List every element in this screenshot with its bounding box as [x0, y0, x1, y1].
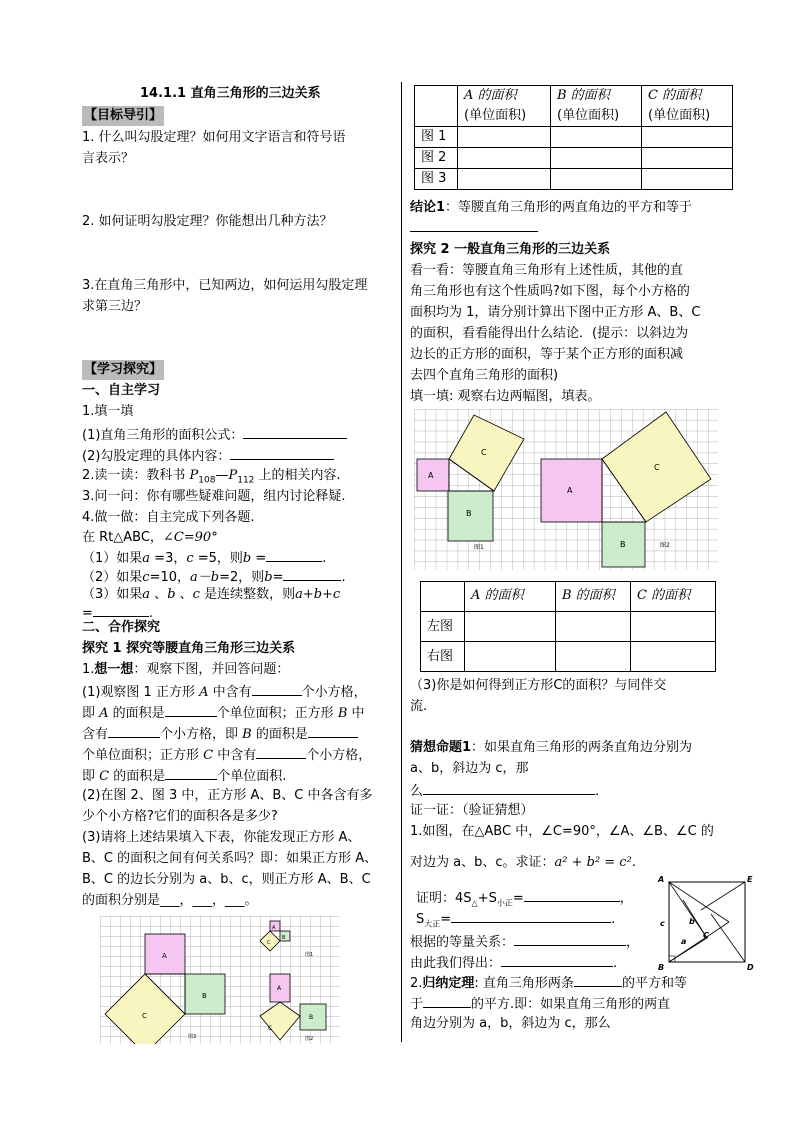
look-line3: 面积均为 1，请分别计算出下图中正方形 A、B、C [410, 305, 701, 320]
read-page2-num: 112 [237, 475, 255, 486]
read-text: 2.读一读：教科书 [82, 468, 190, 483]
label-a: A [567, 486, 573, 495]
row-label: 图 3 [415, 169, 458, 190]
fig1-label: 图1 [474, 544, 484, 551]
answer-cell[interactable] [631, 612, 716, 642]
p1-line3 [82, 723, 358, 745]
guess-text: ：如果直角三角形的两条直角边分别为 [471, 740, 693, 755]
e3-text: 是连续整数，则 [199, 587, 296, 602]
explore-1-title [82, 639, 295, 659]
question-3-line1: 3.在直角三角形中，已知两边，如何运用勾股定理 [82, 278, 368, 293]
think-bold: 想一想 [94, 662, 134, 677]
header-text: C 的面积 [648, 88, 702, 103]
e3-text: （3）如果 [82, 587, 143, 602]
proof-text: 由此我们得出： [410, 956, 502, 971]
e3-var-a: a [142, 587, 151, 602]
theorem-bold: 归纳定理 [422, 976, 475, 991]
e3-text: 、 [175, 587, 193, 602]
answer-blank[interactable] [230, 445, 334, 460]
answer-cell[interactable] [642, 148, 733, 169]
vertex-b: B [658, 963, 665, 972]
answer-cell[interactable] [458, 127, 551, 148]
read-dash: — [215, 468, 229, 483]
answer-blank[interactable] [256, 744, 306, 759]
p1-line1 [82, 681, 367, 703]
theorem-line2 [410, 993, 670, 1015]
p1-text: 中含有 [213, 748, 257, 763]
question-2: 2. 如何证明勾股定理？你能想出几种方法？ [82, 214, 333, 229]
inner-line [701, 882, 745, 910]
label-a: A [428, 471, 434, 480]
e2-var-c: c [142, 570, 150, 585]
table-header-cell [631, 582, 716, 612]
label-c: C [654, 463, 660, 472]
fill-title: 1.填一填 [82, 404, 134, 419]
right-grid-figure [414, 409, 718, 570]
inner-line [669, 882, 729, 922]
p1-var: C [99, 769, 110, 784]
e3-var-b: b [167, 587, 176, 602]
e2-text: （2）如果 [82, 570, 143, 585]
label-c: C [268, 1025, 273, 1032]
proof-line2: $S_{大正}=$ . [416, 908, 615, 935]
exercise-3-answer: = . [82, 602, 153, 624]
header-subtext: (单位面积) [464, 108, 527, 123]
area-table-1 [414, 85, 733, 190]
theorem-text: 的平方.即：如果直角三角形的两直 [471, 997, 671, 1012]
answer-blank[interactable] [451, 908, 611, 923]
table-header-cell [421, 582, 465, 612]
question-1-line2: 言表示？ [82, 151, 135, 166]
table-row [415, 86, 733, 127]
answer-blank[interactable] [165, 765, 217, 780]
p1-var: B [242, 727, 252, 742]
p1-text: 的面积是 [108, 706, 165, 721]
p1-var: A [99, 706, 109, 721]
explore-2-title [410, 240, 610, 260]
guess-line3: 么 . [410, 780, 599, 802]
e3-var-c: c [192, 587, 200, 602]
header-text: B 的面积 [557, 88, 610, 103]
p2-line2: 少个小方格?它们的面积各是多少? [82, 809, 278, 824]
p1-text: 即 [82, 769, 100, 784]
row-label: 图 1 [415, 127, 458, 148]
theorem-line1 [410, 972, 687, 994]
p1-text: 的面积是 [109, 769, 166, 784]
study-header: 【学习探究】 [82, 360, 164, 380]
answer-cell[interactable] [458, 148, 551, 169]
p1-text: 个单位面积；正方形 [82, 748, 204, 763]
proof-text: = [440, 912, 452, 927]
p3-line4: 的面积分别是___，___，___。 [82, 893, 258, 908]
question-1-line1: 1. 什么叫勾股定理？如何用文字语言和符号语 [82, 130, 346, 145]
fill-item-2 [82, 445, 334, 467]
answer-cell[interactable] [642, 127, 733, 148]
vertex-d: D [747, 963, 754, 972]
e2-text: =2，则 [219, 570, 265, 585]
label-a: A [272, 925, 276, 931]
look-line6: 去四个直角三角形的面积) [410, 368, 559, 383]
theorem-text: 2. [410, 976, 423, 991]
answer-cell[interactable] [551, 148, 642, 169]
label-c: C [142, 1012, 147, 1020]
label-b: B [309, 1014, 314, 1021]
think-line [82, 660, 289, 680]
answer-blank[interactable] [165, 702, 217, 717]
answer-cell[interactable] [556, 612, 631, 642]
guess-label: 猜想命题1 [410, 740, 472, 755]
p1-line4 [82, 744, 371, 766]
e3-eq: = [82, 606, 93, 621]
conclusion-1-text: ：等腰直角三角形的两直角边的平方和等于 [445, 200, 693, 215]
area-table-2 [420, 581, 716, 672]
p1-text: 个单位面积. [217, 769, 287, 784]
p2-line1: (2)在图 2、图 3 中，正方形 A、B、C 中各含有多 [82, 788, 373, 803]
section-2-title: 二、合作探究 [82, 620, 161, 635]
answer-cell[interactable] [465, 612, 556, 642]
answer-cell[interactable] [551, 127, 642, 148]
table-row [421, 582, 716, 612]
answer-blank[interactable] [93, 602, 149, 617]
theorem-text: : 直角三角形两条 [474, 976, 574, 991]
fill-item-1-text: (1)直角三角形的面积公式： [82, 428, 244, 443]
p3-line1: (3)请将上述结果填入下表，你能发现正方形 A、 [82, 830, 361, 845]
label-c: C [267, 940, 271, 946]
e1-text: =3， [150, 551, 187, 566]
table-header-cell [551, 86, 642, 127]
answer-blank[interactable] [574, 972, 622, 987]
proof-diagram [655, 872, 755, 972]
answer-blank[interactable] [423, 993, 471, 1008]
prove-line2: 对边为 a、b、c。求证：a² + b² = c². [410, 855, 636, 870]
fill-item-1 [82, 424, 347, 446]
p1-text: 即 [82, 706, 100, 721]
read-page1-num: 108 [198, 475, 216, 486]
page-title: 14.1.1 直角三角形的三边关系 [140, 86, 321, 101]
explore-1-label: 探究 1 [82, 641, 122, 656]
prove-title: 证一证：（验证猜想） [410, 803, 534, 818]
guess-line1 [410, 738, 692, 758]
side-c-label: c [660, 919, 665, 928]
e1-var-c: c [186, 551, 194, 566]
inner-line [669, 922, 729, 962]
table-header-cell [415, 86, 458, 127]
e3-text: 、 [150, 587, 168, 602]
answer-blank[interactable] [501, 952, 613, 967]
table-header-cell [642, 86, 733, 127]
header-subtext: (单位面积) [648, 108, 711, 123]
outer-square [669, 882, 745, 962]
proof-text: 根据的等量关系： [410, 935, 515, 950]
answer-blank[interactable] [524, 887, 620, 902]
p1-text: 的面积是 [251, 727, 308, 742]
left-grid-figure [100, 916, 340, 1044]
p1-var: A [199, 685, 209, 700]
guide-header: 【目标导引】 [82, 106, 164, 126]
fill-item-2-text: (2)勾股定理的具体内容： [82, 449, 231, 464]
e2-text: =10， [149, 570, 190, 585]
e3-expr: a+b+c [295, 587, 341, 602]
answer-blank[interactable] [308, 723, 358, 738]
look-line1: 看一看：等腰直角三角形有上述性质，其他的直 [410, 263, 684, 278]
p1-var: C [203, 748, 214, 763]
header-text: A 的面积 [471, 588, 524, 603]
p1-text: 含有 [82, 727, 109, 742]
proof-sub: △ [471, 898, 478, 908]
answer-cell[interactable] [642, 169, 733, 190]
theorem-text: 于 [410, 997, 424, 1012]
label-b: B [282, 935, 286, 941]
do-condition-text: 在 Rt△ABC， [82, 530, 163, 545]
proof-line3: 根据的等量关系： ， [410, 931, 639, 953]
e1-text: （1）如果 [82, 551, 143, 566]
p1-var: B [337, 706, 348, 721]
exercise-2: （2）如果c=10，a－b=2，则b= . [82, 566, 346, 588]
explore-2-text: 一般直角三角形的三边关系 [449, 242, 611, 257]
vertex-e: E [747, 875, 753, 884]
do-condition-math: ∠C=90° [162, 530, 218, 545]
section-1-title: 一、自主学习 [82, 383, 161, 398]
column-divider [401, 82, 402, 1042]
table-row [415, 148, 733, 169]
p1-text: 中含有 [208, 685, 252, 700]
p1-text: 个小方格， [306, 748, 372, 763]
think-pre: 1. [82, 662, 95, 677]
proof-sub: 小正 [496, 898, 513, 908]
question-3-line2: 求第三边？ [82, 299, 148, 314]
e1-var-b: b [242, 551, 252, 566]
do-condition [82, 528, 218, 548]
e1-var-a: a [142, 551, 151, 566]
e1-text: =5，则 [193, 551, 243, 566]
e2-text: = [272, 570, 284, 585]
label-a: A [277, 985, 282, 992]
triangle [669, 882, 707, 962]
answer-cell[interactable] [556, 642, 631, 672]
proof-sub: 大正 [424, 919, 441, 929]
prove-formula: a² + b² = c² [554, 855, 632, 870]
answer-cell[interactable] [551, 169, 642, 190]
row-label: 图 2 [415, 148, 458, 169]
fig3-label: 图3 [188, 1034, 197, 1040]
explore-1-text: 探究等腰直角三角形三边关系 [121, 641, 296, 656]
side-a-label: a [681, 937, 687, 946]
answer-blank[interactable] [283, 566, 341, 581]
read-page2: P [228, 468, 238, 483]
look-line5: 边长的正方形的面积，等于某个正方形的面积减 [410, 347, 684, 362]
header-text: A 的面积 [464, 88, 517, 103]
answer-blank[interactable] [243, 424, 347, 439]
proof-text: 证明：4S [416, 891, 472, 906]
read-text-end: 上的相关内容. [254, 468, 341, 483]
table-row [415, 127, 733, 148]
look-line2: 角三角形也有这个性质吗?如下图，每个小方格的 [410, 284, 690, 299]
label-a: A [162, 952, 167, 960]
p1-text: (1)观察图 1 正方形 [82, 685, 200, 700]
do-line: 4.做一做：自主完成下列各题. [82, 510, 255, 525]
fig1-label: 图1 [305, 952, 314, 958]
read-page1: P [189, 468, 199, 483]
p1-text: 个小方格，即 [160, 727, 243, 742]
answer-cell[interactable] [458, 169, 551, 190]
label-b: B [202, 992, 207, 1000]
look-line4: 的面积，看看能得出什么结论．(提示：以斜边为 [410, 326, 689, 341]
answer-blank[interactable] [410, 217, 538, 232]
e2-expr: a－b [190, 570, 220, 585]
label-b: B [466, 509, 472, 518]
q3-right-line1: （3)你是如何得到正方形C的面积？与同伴交 [410, 678, 667, 693]
table-header-cell [465, 582, 556, 612]
answer-blank[interactable] [252, 681, 302, 696]
answer-blank[interactable] [514, 931, 626, 946]
header-text: C 的面积 [637, 588, 691, 603]
label-c: C [481, 448, 487, 457]
p1-line5 [82, 765, 286, 787]
fill-2-line: 填一填: 观察右边两幅图，填表。 [410, 389, 601, 404]
header-text: B 的面积 [562, 588, 615, 603]
fig2-label: 图2 [305, 1036, 314, 1042]
answer-cell[interactable] [631, 642, 716, 672]
proof-line1: 证明：$4S_\triangle+S_{小正}=$ ， [416, 887, 633, 914]
guess-line2: a、b，斜边为 c，那 [410, 761, 529, 776]
conclusion-1 [410, 198, 692, 218]
side-b-label: b [689, 917, 695, 926]
table-row [415, 169, 733, 190]
table-header-cell [458, 86, 551, 127]
theorem-text: 的平方和等 [621, 976, 687, 991]
ask-line: 3.问一问：你有哪些疑难问题，组内讨论释疑. [82, 489, 346, 504]
fig2-label: 图2 [660, 542, 670, 549]
conclusion-1-blank [410, 217, 538, 239]
proof-line4: 由此我们得出： . [410, 952, 617, 974]
answer-blank[interactable] [266, 547, 322, 562]
label-b: B [620, 540, 626, 549]
p1-text: 中 [347, 706, 365, 721]
table-row [421, 612, 716, 642]
proof-text: +S [477, 891, 497, 906]
row-label: 左图 [421, 612, 465, 642]
header-subtext: (单位面积) [557, 108, 620, 123]
vertex-c: C [703, 931, 709, 940]
explore-2-label: 探究 2 [410, 242, 450, 257]
proof-text: = [512, 891, 524, 906]
prove-line1: 1.如图，在△ABC 中，∠C=90°，∠A、∠B、∠C 的 [410, 824, 714, 839]
answer-blank[interactable] [423, 780, 595, 795]
p1-line2 [82, 702, 365, 724]
prove-text: 对边为 a、b、c。求证： [410, 855, 555, 870]
exercise-1: （1）如果a =3，c =5，则b = . [82, 547, 326, 569]
table-header-cell [556, 582, 631, 612]
theorem-line3: 角边分别为 a，b，斜边为 c，那么 [410, 1016, 611, 1031]
row-label: 右图 [421, 642, 465, 672]
e2-var-b: b [264, 570, 273, 585]
answer-cell[interactable] [465, 642, 556, 672]
e1-text: = [251, 551, 267, 566]
guess-text: 么 [410, 784, 424, 799]
p3-line3: B、C 的边长分别为 a、b、c，则正方形 A、B、C [82, 872, 371, 887]
conclusion-1-label: 结论1 [410, 200, 446, 215]
proof-text: S [416, 912, 425, 927]
p1-text: 个单位面积；正方形 [216, 706, 338, 721]
think-post: ：观察下图，并回答问题： [133, 662, 290, 677]
vertex-a: A [658, 875, 665, 884]
p1-text: 个小方格， [301, 685, 367, 700]
q3-right-line2: 流. [410, 699, 428, 714]
p3-line2: B、C 的面积之间有何关系吗？即：如果正方形 A、 [82, 851, 378, 866]
answer-blank[interactable] [108, 723, 160, 738]
table-row [421, 642, 716, 672]
